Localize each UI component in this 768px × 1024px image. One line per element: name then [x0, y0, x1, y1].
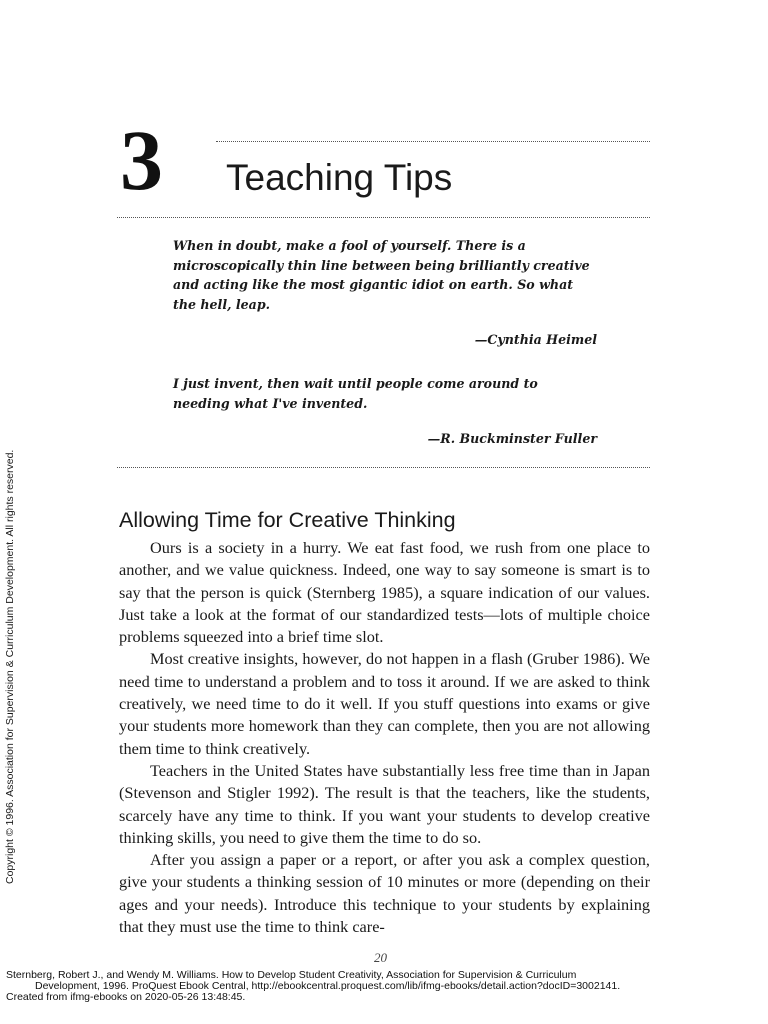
chapter-number: 3	[120, 112, 163, 208]
chapter-title: Teaching Tips	[226, 157, 453, 198]
body-text	[119, 537, 650, 938]
page-number: 20	[374, 950, 387, 965]
epigraph-author-2: —R. Buckminster Fuller	[427, 431, 597, 446]
citation-line-3: Created from ifmg-ebooks on 2020-05-26 13:48:45.	[6, 991, 246, 1003]
chapter-bottom-rule	[117, 217, 650, 218]
epigraph-bottom-rule	[117, 467, 650, 468]
section-heading: Allowing Time for Creative Thinking	[119, 508, 456, 532]
epigraph-author-1: —Cynthia Heimel	[474, 332, 597, 347]
citation-line-2: Development, 1996. ProQuest Ebook Central, http://ebookcentral.proquest.com/lib/ifmg-ebooks/detail.action?docID=3002141.	[35, 980, 621, 992]
epigraph-quote-2: I just invent, then wait until people come around to needing what I've invented.	[173, 376, 538, 411]
chapter-top-rule	[216, 141, 650, 142]
epigraph-quote-1: When in doubt, make a fool of yourself. There is a microscopically thin line between being brilliantly creative and acting like the most gigantic idiot on earth. So what the hell, leap.	[173, 238, 590, 312]
side-copyright: Copyright © 1996. Association for Supervision & Curriculum Development. All rights reserved.	[4, 449, 16, 884]
paragraph: Teachers in the United States have substantially less free time than in Japan (Stevenson and Stigler 1992). The result is that the teachers, like the students, scarcely have any time to think. If you want your students to develop creative thinking skills, you need to give them the time to do so.	[119, 760, 650, 847]
paragraph: Most creative insights, however, do not happen in a flash (Gruber 1986). We need time to understand a problem and to toss it around. If we are asked to think creatively, we need time to do it well. If you stuff questions into exams or give your students more homework than they can complete, then you are not allowing them time to think creatively.	[119, 649, 650, 758]
paragraph: Ours is a society in a hurry. We eat fast food, we rush from one place to another, and we value quickness. Indeed, one way to say someone is smart is to say that the person is quick (Sternberg 1985), a square indication of our values. Just take a look at the format of our standardized tests—lots of multiple choice problems squeezed into a brief time slot.	[119, 538, 650, 647]
citation-line-1: Sternberg, Robert J., and Wendy M. Williams. How to Develop Student Creativity, Association for Supervision & Curriculum	[6, 969, 577, 981]
paragraph: After you assign a paper or a report, or after you ask a complex question, give your students a thinking session of 10 minutes or more (depending on their ages and your needs). Introduce this technique to your students by explaining that they must use the time to think care-	[119, 850, 650, 937]
